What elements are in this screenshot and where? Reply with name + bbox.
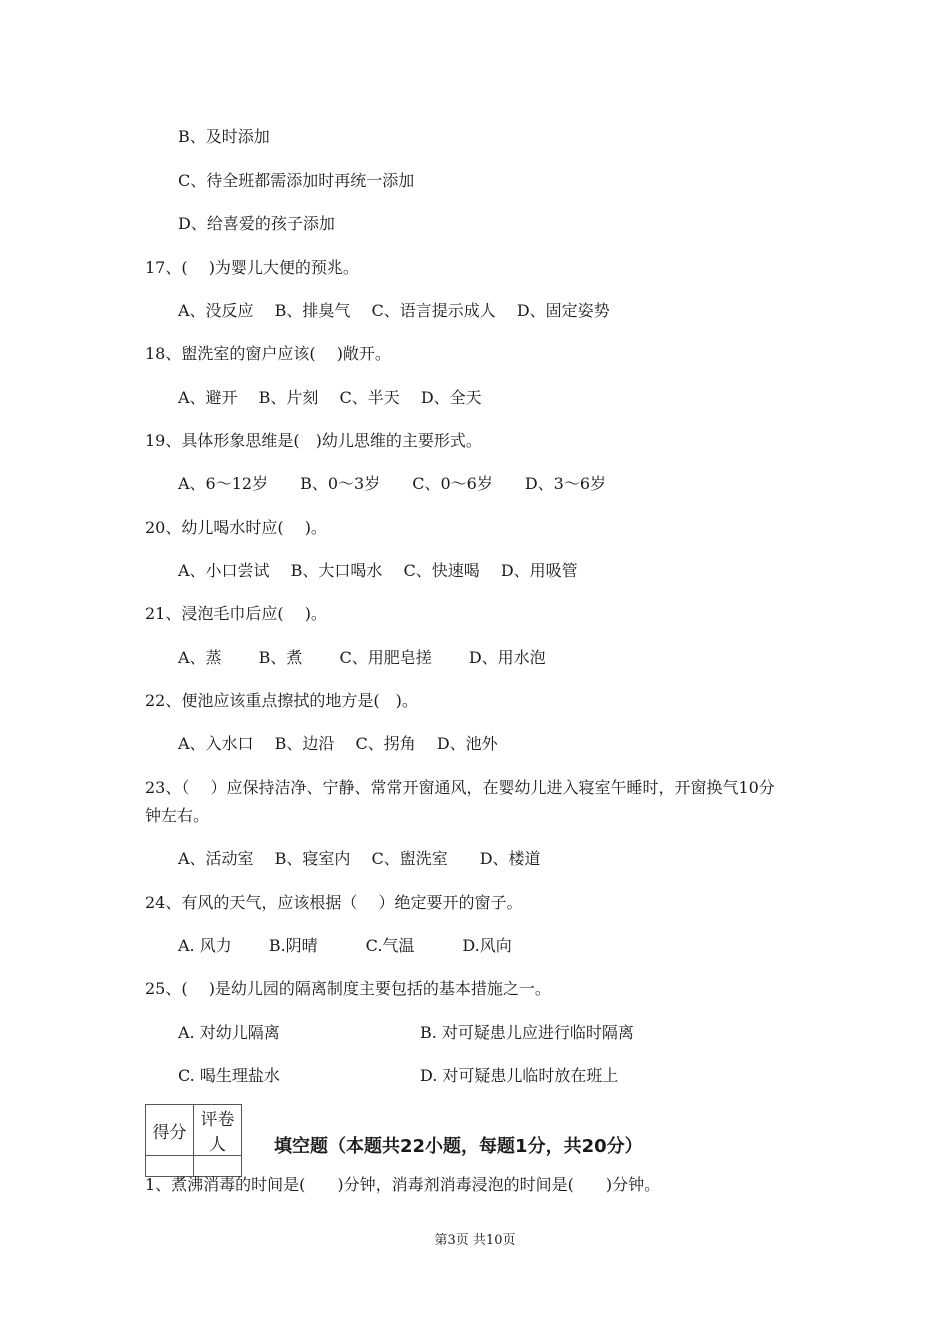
score-cell <box>146 1156 194 1177</box>
score-label: 得分 <box>146 1105 194 1156</box>
grader-label: 评卷人 <box>194 1105 242 1156</box>
option-25a: A. 对幼儿隔离 <box>178 1023 280 1042</box>
grader-cell <box>194 1156 242 1177</box>
option-16b: B、及时添加 <box>178 127 270 146</box>
section-title: 填空题（本题共22小题，每题1分，共20分） <box>274 1136 643 1157</box>
option-16d: D、给喜爱的孩子添加 <box>178 214 335 233</box>
question-24: 24、有风的天气，应该根据（ ）绝定要开的窗子。 <box>145 893 523 912</box>
question-22: 22、便池应该重点擦拭的地方是( )。 <box>145 691 418 710</box>
question-25: 25、( )是幼儿园的隔离制度主要包括的基本措施之一。 <box>145 979 551 998</box>
options-17: A、没反应 B、排臭气 C、语言提示成人 D、固定姿势 <box>178 301 610 320</box>
question-17: 17、( )为婴儿大便的预兆。 <box>145 258 359 277</box>
options-20: A、小口尝试 B、大口喝水 C、快速喝 D、用吸管 <box>178 561 578 580</box>
question-21: 21、浸泡毛巾后应( )。 <box>145 604 327 623</box>
score-table <box>145 1104 242 1177</box>
option-25c: C. 喝生理盐水 <box>178 1066 280 1085</box>
options-24: A. 风力 B.阴晴 C.气温 D.风向 <box>178 936 512 955</box>
options-21: A、蒸 B、煮 C、用肥皂搓 D、用水泡 <box>178 648 546 667</box>
question-19: 19、具体形象思维是( )幼儿思维的主要形式。 <box>145 431 482 450</box>
option-16c: C、待全班都需添加时再统一添加 <box>178 171 415 190</box>
options-18: A、避开 B、片刻 C、半天 D、全天 <box>178 388 482 407</box>
page-footer: 第3页 共10页 <box>434 1233 516 1248</box>
question-23-cont: 钟左右。 <box>145 806 210 825</box>
question-20: 20、幼儿喝水时应( )。 <box>145 518 327 537</box>
option-25b: B. 对可疑患儿应进行临时隔离 <box>420 1023 634 1042</box>
options-22: A、入水口 B、边沿 C、拐角 D、池外 <box>178 734 498 753</box>
question-23: 23、（ ）应保持洁净、宁静、常常开窗通风，在婴幼儿进入寝室午睡时，开窗换气10分 <box>145 778 775 797</box>
fill-question-1: 1、煮沸消毒的时间是( )分钟，消毒剂消毒浸泡的时间是( )分钟。 <box>145 1175 661 1194</box>
question-18: 18、盥洗室的窗户应该( )敞开。 <box>145 344 391 363</box>
options-23: A、活动室 B、寝室内 C、盥洗室 D、楼道 <box>178 849 541 868</box>
option-25d: D. 对可疑患儿临时放在班上 <box>420 1066 619 1085</box>
options-19: A、6～12岁 B、0～3岁 C、0～6岁 D、3～6岁 <box>178 474 607 493</box>
